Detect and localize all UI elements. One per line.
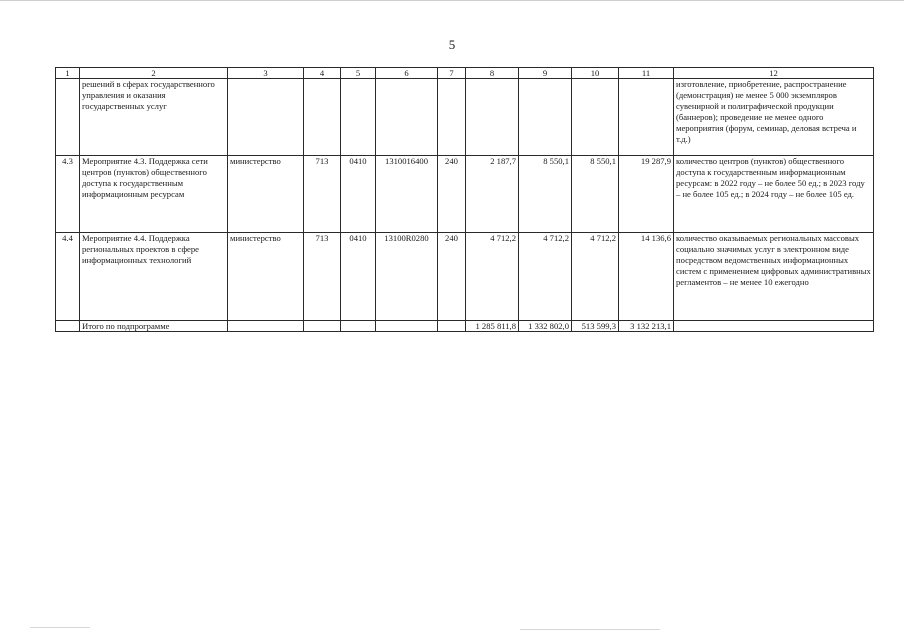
expected-result: количество оказываемых региональных массовых социально значимых услуг в электронном виде посредством ведомственных информационных систем с применением цифровых административных регламентов – не менее 10 ежегодно <box>674 233 874 321</box>
total-empty-cell <box>56 321 80 332</box>
total-row <box>56 321 874 332</box>
header-cell-3: 3 <box>228 68 304 79</box>
page-top-edge <box>0 0 904 3</box>
header-cell-11: 11 <box>619 68 674 79</box>
event-name: решений в сферах государственного управления и оказания государственных услуг <box>80 79 228 156</box>
header-cell-8: 8 <box>466 68 519 79</box>
budget-table <box>55 67 874 332</box>
grbs-code: 713 <box>304 233 341 321</box>
table-row <box>56 156 874 233</box>
amount-total <box>619 79 674 156</box>
header-cell-7: 7 <box>438 68 466 79</box>
header-cell-2: 2 <box>80 68 228 79</box>
amount-2023: 8 550,1 <box>519 156 572 233</box>
total-empty-cell <box>304 321 341 332</box>
amount-2023 <box>519 79 572 156</box>
total-2023: 1 332 802,0 <box>519 321 572 332</box>
expense-type-code: 240 <box>438 233 466 321</box>
event-name: Мероприятие 4.3. Поддержка сети центров (пунктов) общественного доступа к государственным информационным ресурсам <box>80 156 228 233</box>
section-code: 0410 <box>341 233 376 321</box>
expense-type-code: 240 <box>438 156 466 233</box>
total-2024: 513 599,3 <box>572 321 619 332</box>
row-number <box>56 79 80 156</box>
amount-2024: 4 712,2 <box>572 233 619 321</box>
row-number: 4.3 <box>56 156 80 233</box>
section-code: 0410 <box>341 156 376 233</box>
target-article-code <box>376 79 438 156</box>
amount-2023: 4 712,2 <box>519 233 572 321</box>
table-row <box>56 79 874 156</box>
amount-total: 19 287,9 <box>619 156 674 233</box>
expected-result: изготовление, приобретение, распространение (демонстрация) не менее 5 000 экземпляров сувенирной и полиграфической продукции (баннеров); проведение не менее одного мероприятия (форум, семинар, деловая встреча и т.д.) <box>674 79 874 156</box>
expected-result: количество центров (пунктов) общественного доступа к государственным информационным ресурсам: в 2022 году – не более 50 ед.; в 2023 году – не более 105 ед.; в 2024 году – не более 105 ед. <box>674 156 874 233</box>
total-sum: 3 132 213,1 <box>619 321 674 332</box>
amount-total: 14 136,6 <box>619 233 674 321</box>
total-empty-cell <box>376 321 438 332</box>
target-article-code: 1310016400 <box>376 156 438 233</box>
header-cell-5: 5 <box>341 68 376 79</box>
row-number: 4.4 <box>56 233 80 321</box>
grbs-code: 713 <box>304 156 341 233</box>
total-empty-cell <box>228 321 304 332</box>
table-row <box>56 233 874 321</box>
executor: министерство <box>228 233 304 321</box>
total-empty-cell <box>341 321 376 332</box>
header-cell-10: 10 <box>572 68 619 79</box>
total-empty-cell <box>438 321 466 332</box>
amount-2022: 4 712,2 <box>466 233 519 321</box>
header-cell-6: 6 <box>376 68 438 79</box>
total-2022: 1 285 811,8 <box>466 321 519 332</box>
amount-2024: 8 550,1 <box>572 156 619 233</box>
scan-artifact-line <box>520 629 660 630</box>
header-cell-12: 12 <box>674 68 874 79</box>
executor: министерство <box>228 156 304 233</box>
header-cell-4: 4 <box>304 68 341 79</box>
total-empty-cell <box>674 321 874 332</box>
executor <box>228 79 304 156</box>
scan-artifact-line <box>30 627 90 628</box>
header-cell-1: 1 <box>56 68 80 79</box>
target-article-code: 13100R0280 <box>376 233 438 321</box>
header-cell-9: 9 <box>519 68 572 79</box>
amount-2022 <box>466 79 519 156</box>
expense-type-code <box>438 79 466 156</box>
page-number: 5 <box>448 37 456 52</box>
event-name: Мероприятие 4.4. Поддержка региональных проектов в сфере информационных технологий <box>80 233 228 321</box>
table-header-row <box>56 68 874 79</box>
amount-2022: 2 187,7 <box>466 156 519 233</box>
grbs-code <box>304 79 341 156</box>
section-code <box>341 79 376 156</box>
total-label: Итого по подпрограмме <box>80 321 228 332</box>
amount-2024 <box>572 79 619 156</box>
